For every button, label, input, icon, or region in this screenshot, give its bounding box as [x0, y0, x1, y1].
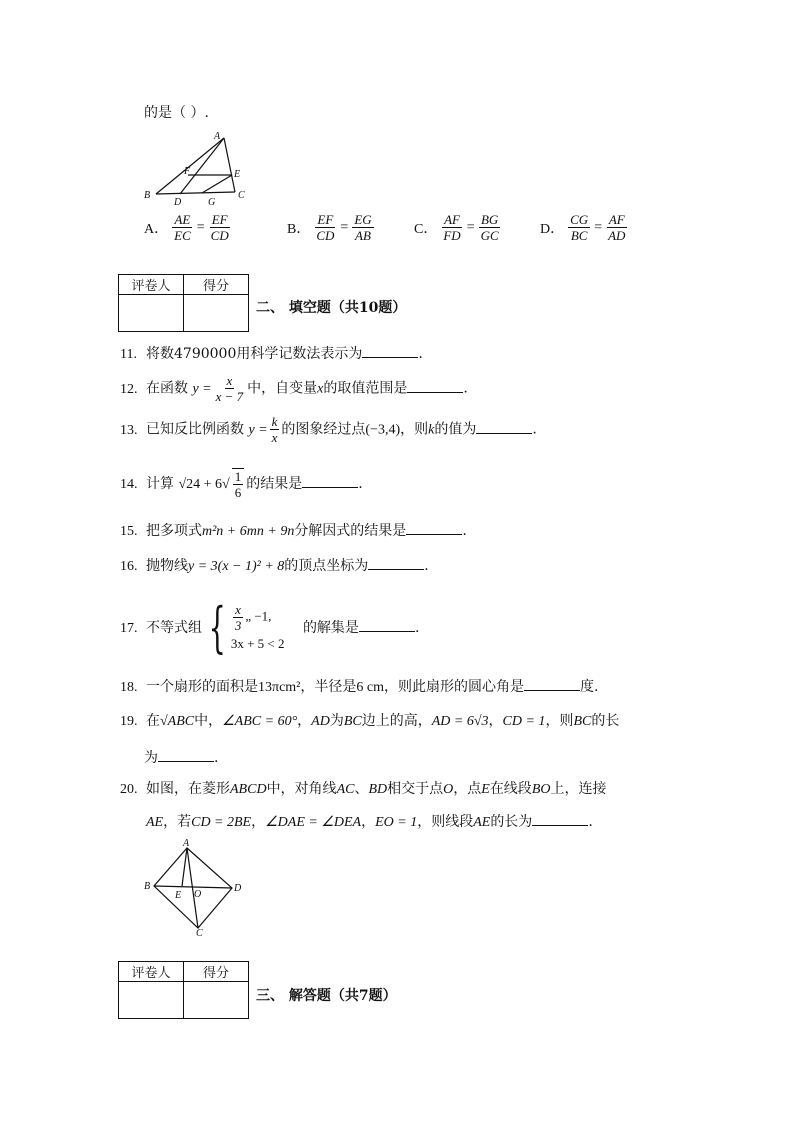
- label-E: E: [234, 169, 241, 180]
- score-table-section-2: [118, 274, 249, 332]
- answer-blank-15[interactable]: [406, 520, 462, 535]
- choice-c[interactable]: C． $\frac{AF}{FD}$ = $\frac{BG}{GC}$: [414, 212, 499, 243]
- question-14: 14. 计算 √24 + 6√ $\frac{1}{6}$ 的结果是 .: [120, 469, 363, 500]
- choice-b[interactable]: B． $\frac{EF}{CD}$ = $\frac{EG}{AB}$: [287, 212, 372, 243]
- score-table-section-3: [118, 961, 249, 1019]
- section-2-title: 二、 填空题（共10题）: [256, 300, 407, 316]
- answer-blank-17[interactable]: [359, 617, 415, 632]
- grader-header: 评卷人: [119, 275, 184, 295]
- rhombus-figure: [140, 838, 250, 938]
- label-C: C: [238, 190, 245, 201]
- label-G: G: [208, 197, 216, 208]
- label-D: D: [234, 883, 242, 894]
- grader-cell[interactable]: [119, 295, 184, 332]
- inequality-system: { $\frac{x}{3}$ „ −1, 3x + 5 < 2: [209, 596, 285, 659]
- answer-blank-18[interactable]: [524, 676, 580, 691]
- label-C: C: [196, 928, 203, 938]
- label-D: D: [174, 197, 182, 208]
- label-A: A: [183, 838, 190, 849]
- score-cell[interactable]: [184, 295, 249, 332]
- question-19: 19. 在√ABC中，∠ABC = 60°，AD为BC边上的高，AD = 6√3，CD = 1，则BC的长: [120, 713, 620, 729]
- answer-blank-14[interactable]: [302, 473, 358, 488]
- question-11: 11. 将数4790000用科学记数法表示为 .: [120, 343, 423, 365]
- answer-blank-12[interactable]: [407, 378, 463, 393]
- question-17: 17. 不等式组 { $\frac{x}{3}$ „ −1, 3x + 5 < 2 的解集是 .: [120, 596, 420, 659]
- grader-header: 评卷人: [119, 962, 184, 982]
- label-A: A: [214, 131, 221, 142]
- label-O: O: [194, 889, 202, 900]
- label-B: B: [144, 881, 151, 892]
- question-16: 16. 抛物线y = 3(x − 1)² + 8的顶点坐标为 .: [120, 555, 429, 577]
- question-15: 15. 把多项式m²n + 6mn + 9n分解因式的结果是 .: [120, 520, 467, 542]
- question-tail-text: 的是（ ）.: [144, 105, 209, 121]
- question-12: 12. 在函数 y = $\frac{x}{x - 7}$ 中，自变量x的取值范围是 .: [120, 373, 468, 404]
- score-cell[interactable]: [184, 982, 249, 1019]
- question-19-line-2: 为 .: [144, 747, 218, 768]
- label-E: E: [175, 890, 182, 901]
- label-F: F: [184, 166, 191, 177]
- question-20: 20. 如图，在菱形ABCD中，对角线AC、BD相交于点O，点E在线段BO上，连接: [120, 781, 607, 797]
- answer-blank-11[interactable]: [362, 343, 418, 358]
- answer-blank-20[interactable]: [532, 811, 588, 826]
- question-20-line-2: AE，若CD = 2BE，∠DAE = ∠DEA，EO = 1，则线段AE的长为 .: [146, 811, 593, 833]
- question-13: 13. 已知反比例函数 y = $\frac{k}{x}$ 的图象经过点(−3,4)，则k的值为 .: [120, 414, 537, 445]
- answer-blank-13[interactable]: [476, 419, 532, 434]
- answer-blank-19[interactable]: [158, 747, 214, 762]
- section-3-title: 三、 解答题（共7题）: [256, 988, 397, 1004]
- grader-cell[interactable]: [119, 982, 184, 1019]
- score-header: 得分: [184, 962, 249, 982]
- score-header: 得分: [184, 275, 249, 295]
- question-18: 18. 一个扇形的面积是13πcm²，半径是6 cm，则此扇形的圆心角是 度.: [120, 676, 598, 698]
- label-B: B: [144, 190, 151, 201]
- choice-a[interactable]: A． $\frac{AE}{EC}$ = $\frac{EF}{CD}$: [144, 212, 229, 243]
- triangle-figure: [140, 128, 255, 208]
- answer-blank-16[interactable]: [368, 555, 424, 570]
- choice-d[interactable]: D． $\frac{CG}{BC}$ = $\frac{AF}{AD}$: [540, 212, 626, 243]
